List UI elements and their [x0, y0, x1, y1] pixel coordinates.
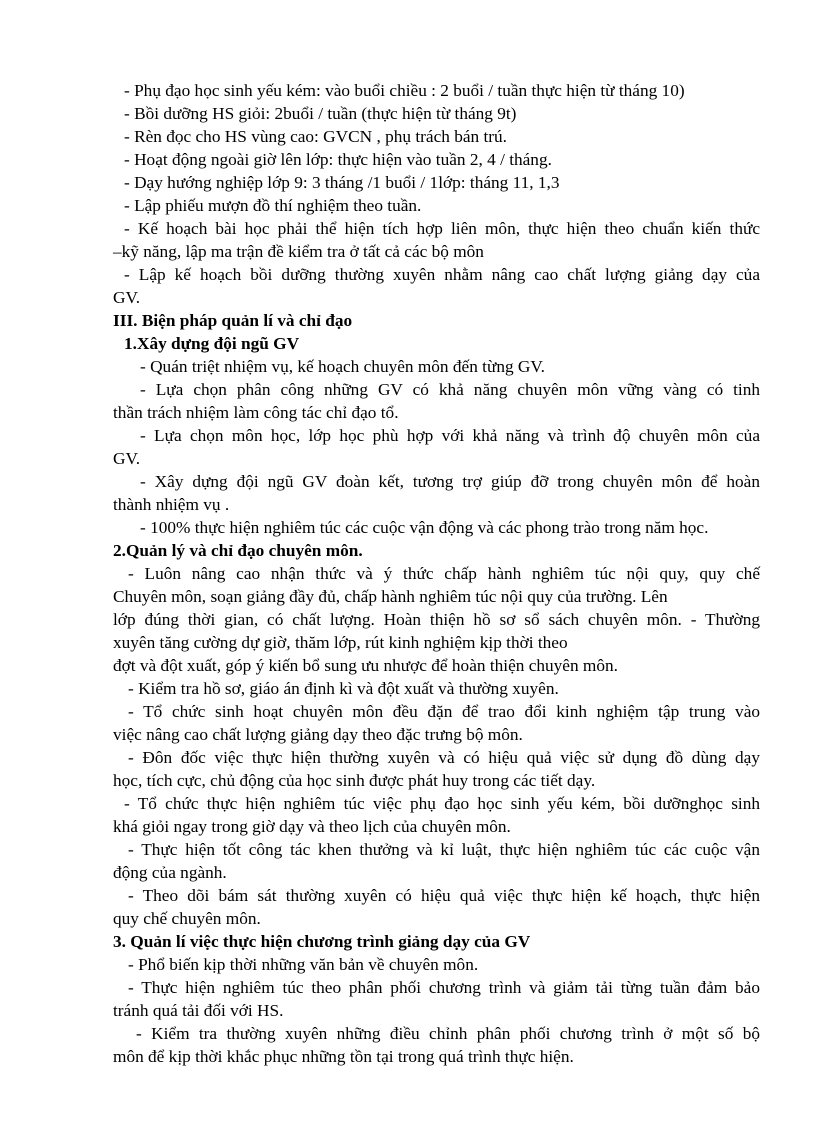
text-line: - Bồi dưỡng HS giỏi: 2buổi / tuần (thực hiện từ tháng 9t)	[124, 104, 517, 123]
text-line: - Xây dựng đội ngũ GV đoàn kết, tương trợ giúp đỡ trong chuyên môn để hoàn	[140, 472, 760, 491]
text-line: đợt và đột xuất, góp ý kiến bổ sung ưu nhược để hoàn thiện chuyên môn.	[113, 656, 618, 675]
text-line: - Lựa chọn môn học, lớp học phù hợp với khả năng và trình độ chuyên môn của	[140, 426, 760, 445]
text-line: động của ngành.	[113, 863, 227, 882]
text-line: - 100% thực hiện nghiêm túc các cuộc vận động và các phong trào trong năm học.	[140, 518, 709, 537]
text-line: quy chế chuyên môn.	[113, 909, 261, 928]
text-line: - Tổ chức sinh hoạt chuyên môn đều đặn để trao đổi kinh nghiệm tập trung vào	[128, 702, 760, 721]
text-line: GV.	[113, 449, 141, 468]
text-line: thần trách nhiệm làm công tác chỉ đạo tổ.	[113, 403, 399, 422]
text-line: - Tổ chức thực hiện nghiêm túc việc phụ đạo học sinh yếu kém, bồi dưỡnghọc sinh	[124, 794, 760, 813]
text-line: - Theo dõi bám sát thường xuyên có hiệu quả việc thực hiện kế hoạch, thực hiện	[128, 886, 760, 905]
text-line: - Hoạt động ngoài giờ lên lớp: thực hiện vào tuần 2, 4 / tháng.	[124, 150, 552, 169]
text-line: - Dạy hướng nghiệp lớp 9: 3 tháng /1 buổi / 1lớp: tháng 11, 1,3	[124, 173, 560, 192]
text-line: thành nhiệm vụ .	[113, 495, 230, 514]
text-line: học, tích cực, chủ động của học sinh được phát huy trong các tiết dạy.	[113, 771, 596, 790]
text-line: lớp đúng thời gian, có chất lượng. Hoàn thiện hồ sơ sổ sách chuyên môn. - Thường	[113, 610, 760, 629]
text-line: - Thực hiện tốt công tác khen thưởng và kỉ luật, thực hiện nghiêm túc các cuộc vận	[128, 840, 760, 859]
text-line: - Phổ biến kịp thời những văn bản về chuyên môn.	[128, 955, 479, 974]
text-line: –kỹ năng, lập ma trận đề kiểm tra ở tất cả các bộ môn	[113, 242, 484, 261]
subsection-heading: 2.Quản lý và chỉ đạo chuyên môn.	[113, 541, 363, 560]
subsection-heading: 1.Xây dựng đội ngũ GV	[124, 334, 300, 353]
text-line: - Rèn đọc cho HS vùng cao: GVCN , phụ trách bán trú.	[124, 127, 507, 146]
text-line: khá giỏi ngay trong giờ dạy và theo lịch của chuyên môn.	[113, 817, 511, 836]
text-line: - Kế hoạch bài học phải thể hiện tích hợp liên môn, thực hiện theo chuẩn kiến thức	[124, 219, 760, 238]
text-line: - Quán triệt nhiệm vụ, kế hoạch chuyên môn đến từng GV.	[140, 357, 545, 376]
text-line: - Luôn nâng cao nhận thức và ý thức chấp hành nghiêm túc nội quy, quy chế	[128, 564, 760, 583]
text-line: - Thực hiện nghiêm túc theo phân phối chương trình và giảm tải từng tuần đảm bảo	[128, 978, 760, 997]
text-line: xuyên tăng cường dự giờ, thăm lớp, rút kinh nghiệm kịp thời theo	[113, 633, 568, 652]
text-line: tránh quá tải đối với HS.	[113, 1001, 284, 1020]
text-line: - Lập phiếu mượn đồ thí nghiệm theo tuần.	[124, 196, 422, 215]
text-line: Chuyên môn, soạn giảng đầy đủ, chấp hành nghiêm túc nội quy của trường. Lên	[113, 587, 668, 606]
subsection-heading: 3. Quản lí việc thực hiện chương trình giảng dạy của GV	[113, 932, 531, 951]
text-line: - Kiểm tra thường xuyên những điều chỉnh phân phối chương trình ở một số bộ	[136, 1024, 760, 1043]
text-line: việc nâng cao chất lượng giảng dạy theo đặc trưng bộ môn.	[113, 725, 523, 744]
text-line: - Lựa chọn phân công những GV có khả năng chuyên môn vững vàng có tinh	[140, 380, 760, 399]
text-line: môn để kịp thời khắc phục những tồn tại trong quá trình thực hiện.	[113, 1047, 574, 1066]
text-line: GV.	[113, 288, 141, 307]
text-line: - Lập kế hoạch bồi dưỡng thường xuyên nhằm nâng cao chất lượng giảng dạy của	[124, 265, 760, 284]
text-line: - Đôn đốc việc thực hiện thường xuyên và có hiệu quả việc sử dụng đồ dùng dạy	[128, 748, 760, 767]
section-heading: III. Biện pháp quản lí và chỉ đạo	[113, 311, 353, 330]
text-line: - Phụ đạo học sinh yếu kém: vào buổi chiều : 2 buổi / tuần thực hiện từ tháng 10)	[124, 81, 685, 100]
text-line: - Kiểm tra hồ sơ, giáo án định kì và đột xuất và thường xuyên.	[128, 679, 559, 698]
